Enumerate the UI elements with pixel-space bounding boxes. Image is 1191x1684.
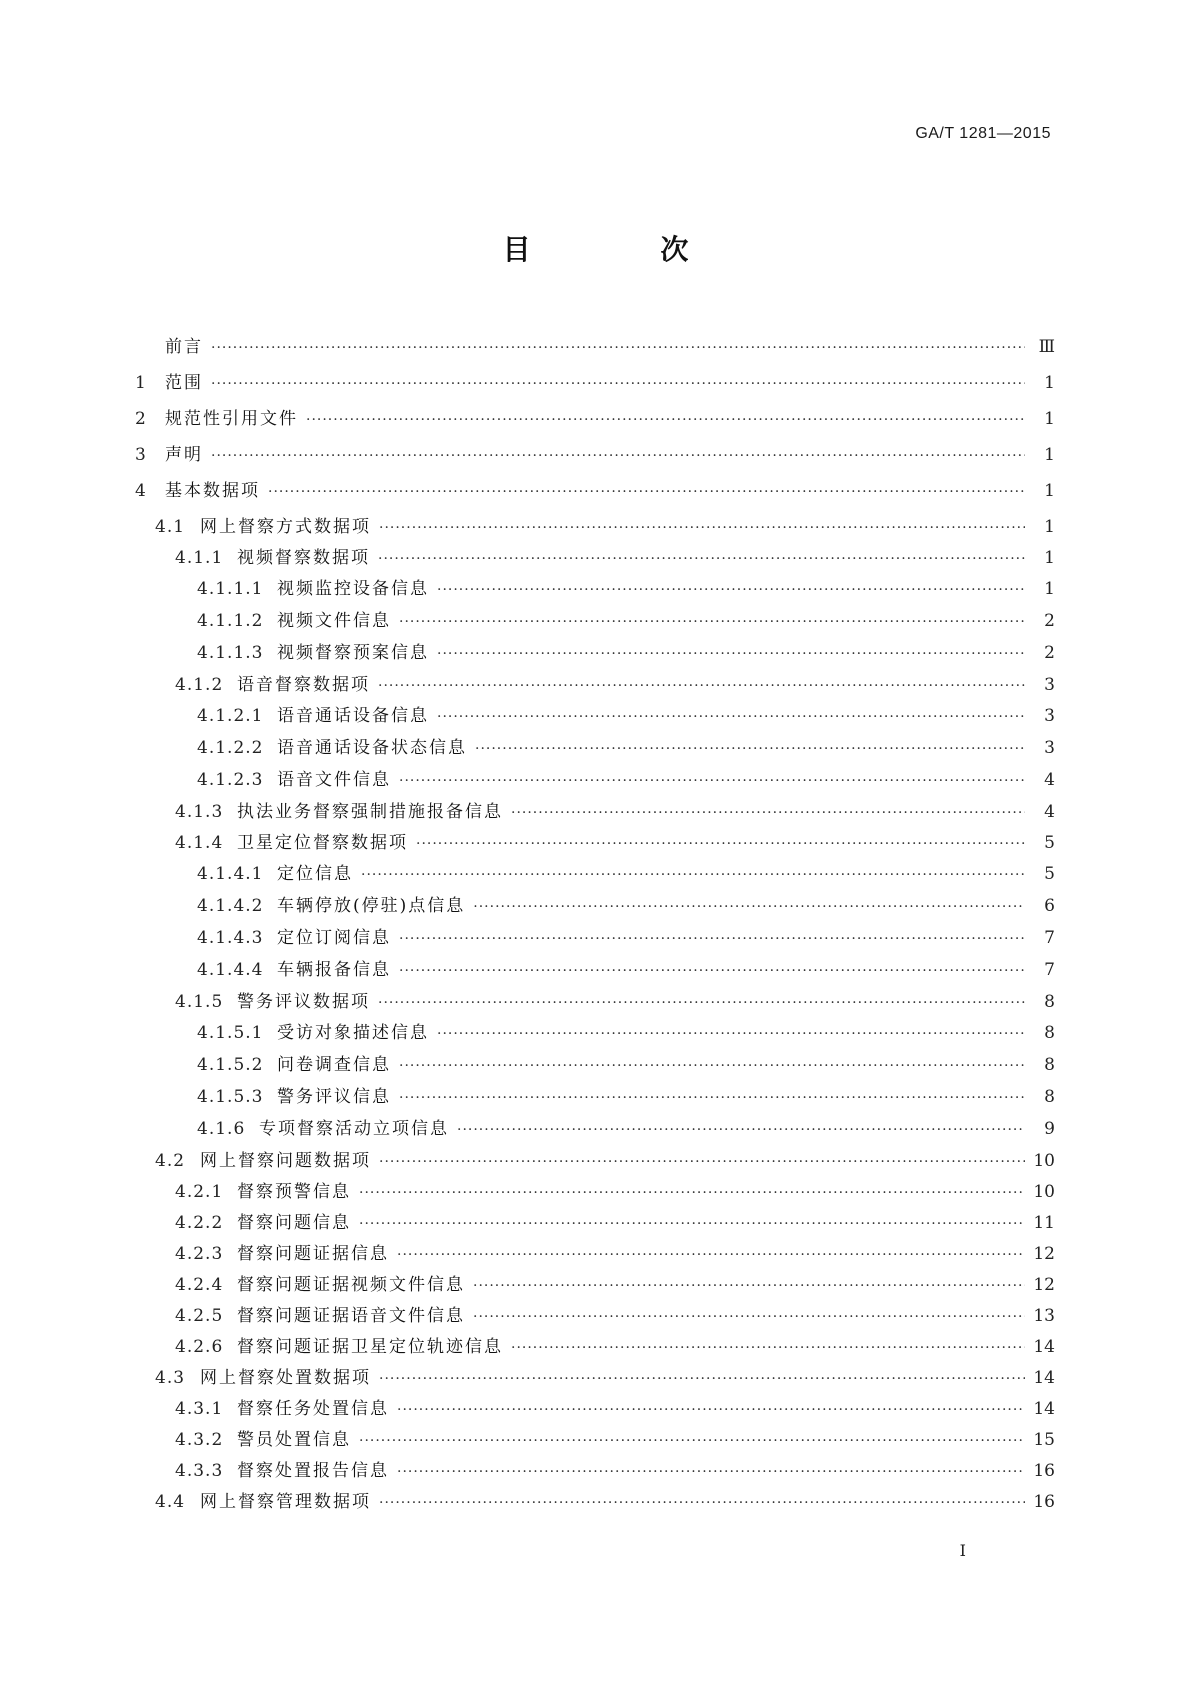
toc-dot-leader (473, 1309, 1025, 1325)
toc-entry[interactable] (135, 670, 1055, 701)
toc-dot-leader (475, 741, 1025, 757)
toc-entry[interactable] (135, 543, 1055, 574)
toc-entry-page: 1 (1044, 517, 1055, 537)
toc-dot-leader (416, 836, 1025, 852)
toc-entry-title: 督察预警信息 (237, 1182, 351, 1202)
toc-entry-page: 6 (1044, 896, 1055, 916)
toc-dot-leader (379, 520, 1025, 536)
toc-entry-title: 受访对象描述信息 (277, 1023, 429, 1043)
toc-entry-number: 4.1.4 (175, 833, 224, 853)
toc-entry-title: 规范性引用文件 (165, 409, 298, 429)
toc-dot-leader (437, 646, 1025, 662)
toc-entry[interactable] (135, 1239, 1055, 1270)
toc-entry-number: 4.4 (155, 1492, 186, 1512)
toc-entry[interactable] (135, 1082, 1055, 1114)
toc-entry-page: 1 (1044, 445, 1055, 465)
toc-entry-number: 4.1.5.3 (197, 1087, 264, 1107)
toc-entry-title: 警务评议信息 (277, 1087, 391, 1107)
toc-entry[interactable] (135, 797, 1055, 828)
toc-entry-title: 声明 (165, 445, 203, 465)
toc-dot-leader (473, 1278, 1025, 1294)
toc-dot-leader (361, 867, 1025, 883)
toc-dot-leader (359, 1216, 1025, 1232)
toc-entry-number: 4.1.2.1 (197, 706, 264, 726)
toc-entry-number: 4.2.5 (175, 1306, 224, 1326)
toc-entry-page: 10 (1033, 1151, 1055, 1171)
toc-entry-title: 前言 (165, 337, 203, 357)
toc-entry-page: 9 (1044, 1119, 1055, 1139)
toc-entry[interactable] (135, 1394, 1055, 1425)
toc-entry-page: 5 (1044, 864, 1055, 884)
toc-entry-number: 2 (135, 409, 147, 429)
toc-entry-title: 执法业务督察强制措施报备信息 (237, 802, 503, 822)
toc-dot-leader (473, 899, 1025, 915)
toc-entry-page: 2 (1044, 611, 1055, 631)
toc-entry-page: 12 (1033, 1275, 1055, 1295)
toc-dot-leader (378, 678, 1025, 694)
toc-entry-page: 14 (1033, 1399, 1055, 1419)
toc-entry-page: 7 (1044, 960, 1055, 980)
toc-dot-leader (437, 1026, 1025, 1042)
toc-entry[interactable] (135, 404, 1055, 440)
toc-dot-leader (399, 963, 1025, 979)
toc-entry[interactable] (135, 1177, 1055, 1208)
toc-dot-leader (379, 1154, 1025, 1170)
toc-entry-number: 4.1.5.2 (197, 1055, 264, 1075)
toc-entry-title: 范围 (165, 373, 203, 393)
toc-entry-number: 4.1.4.1 (197, 864, 264, 884)
toc-entry-page: 12 (1033, 1244, 1055, 1264)
toc-dot-leader (397, 1247, 1025, 1263)
toc-dot-leader (359, 1185, 1025, 1201)
toc-entry[interactable] (135, 512, 1055, 543)
toc-entry-title: 督察问题信息 (237, 1213, 351, 1233)
toc-entry-page: 16 (1033, 1461, 1055, 1481)
standard-code: GA/T 1281—2015 (915, 125, 1051, 142)
toc-entry[interactable] (135, 606, 1055, 638)
toc-entry-page: 1 (1044, 373, 1055, 393)
toc-entry-number: 4.1.2.3 (197, 770, 264, 790)
toc-entry-page: 4 (1044, 802, 1055, 822)
toc-entry-page: 3 (1044, 738, 1055, 758)
toc-entry[interactable] (135, 1270, 1055, 1301)
toc-entry-number: 4.1.1.2 (197, 611, 264, 631)
toc-dot-leader (399, 931, 1025, 947)
toc-entry[interactable] (135, 1208, 1055, 1239)
page-number: I (959, 1541, 966, 1560)
toc-dot-leader (397, 1402, 1025, 1418)
toc-entry-title: 网上督察管理数据项 (200, 1492, 371, 1512)
toc-dot-leader (211, 340, 1025, 356)
toc-entry-number: 4.3 (155, 1368, 186, 1388)
toc-entry-title: 网上督察处置数据项 (200, 1368, 371, 1388)
toc-dot-leader (211, 448, 1025, 464)
toc-entry-page: 15 (1033, 1430, 1055, 1450)
toc-entry-title: 定位信息 (277, 864, 353, 884)
toc-entry-page: 7 (1044, 928, 1055, 948)
toc-entry[interactable] (135, 1018, 1055, 1050)
toc-entry[interactable] (135, 923, 1055, 955)
toc-entry-number: 4.3.1 (175, 1399, 224, 1419)
toc-entry[interactable] (135, 828, 1055, 859)
toc-entry-title: 网上督察问题数据项 (200, 1151, 371, 1171)
toc-entry[interactable] (135, 765, 1055, 797)
toc-entry-number: 4.1 (155, 517, 186, 537)
toc-entry-page: 5 (1044, 833, 1055, 853)
table-of-contents (135, 332, 1055, 1518)
toc-entry-number: 4.2.4 (175, 1275, 224, 1295)
toc-entry-page: 8 (1044, 1087, 1055, 1107)
toc-entry-number: 4.2.3 (175, 1244, 224, 1264)
toc-entry[interactable] (135, 1332, 1055, 1363)
toc-dot-leader (399, 773, 1025, 789)
toc-entry[interactable] (135, 701, 1055, 733)
toc-entry-title: 警员处置信息 (237, 1430, 351, 1450)
toc-entry-title: 语音通话设备状态信息 (277, 738, 467, 758)
toc-entry-number: 4.1.6 (197, 1119, 246, 1139)
toc-entry-title: 定位订阅信息 (277, 928, 391, 948)
toc-entry-title: 视频文件信息 (277, 611, 391, 631)
toc-dot-leader (399, 614, 1025, 630)
toc-entry-number: 4.1.3 (175, 802, 224, 822)
toc-entry-number: 1 (135, 373, 147, 393)
toc-entry-page: 14 (1033, 1337, 1055, 1357)
toc-entry-number: 4.1.2 (175, 675, 224, 695)
toc-entry-title: 督察问题证据语音文件信息 (237, 1306, 465, 1326)
toc-dot-leader (511, 805, 1025, 821)
toc-dot-leader (378, 995, 1025, 1011)
toc-entry-title: 督察处置报告信息 (237, 1461, 389, 1481)
toc-entry[interactable] (135, 368, 1055, 404)
toc-title: 目 次 (502, 233, 749, 266)
toc-entry-page: 3 (1044, 706, 1055, 726)
toc-entry-title: 督察问题证据视频文件信息 (237, 1275, 465, 1295)
toc-entry[interactable] (135, 440, 1055, 476)
toc-entry-number: 4.3.2 (175, 1430, 224, 1450)
toc-entry-page: 14 (1033, 1368, 1055, 1388)
toc-entry-title: 专项督察活动立项信息 (259, 1119, 449, 1139)
toc-entry-number: 4.1.5.1 (197, 1023, 264, 1043)
toc-entry-number: 4.1.4.4 (197, 960, 264, 980)
toc-entry-title: 语音文件信息 (277, 770, 391, 790)
toc-entry-number: 4.1.1 (175, 548, 224, 568)
toc-entry-title: 督察问题证据卫星定位轨迹信息 (237, 1337, 503, 1357)
toc-entry[interactable] (135, 859, 1055, 891)
toc-entry[interactable] (135, 332, 1055, 368)
toc-entry[interactable] (135, 987, 1055, 1018)
toc-dot-leader (437, 582, 1025, 598)
toc-entry-title: 督察问题证据信息 (237, 1244, 389, 1264)
toc-entry-page: 8 (1044, 1023, 1055, 1043)
toc-entry-title: 基本数据项 (165, 481, 260, 501)
toc-entry-number: 4.1.4.3 (197, 928, 264, 948)
toc-entry-page: 1 (1044, 409, 1055, 429)
toc-entry-number: 4.2.1 (175, 1182, 224, 1202)
toc-dot-leader (437, 709, 1025, 725)
toc-entry-title: 语音通话设备信息 (277, 706, 429, 726)
toc-entry[interactable] (135, 574, 1055, 606)
toc-dot-leader (399, 1090, 1025, 1106)
toc-dot-leader (268, 484, 1025, 500)
toc-entry[interactable] (135, 638, 1055, 670)
toc-entry-title: 视频督察数据项 (237, 548, 370, 568)
toc-entry-number: 4.2.6 (175, 1337, 224, 1357)
toc-dot-leader (511, 1340, 1025, 1356)
toc-entry-title: 警务评议数据项 (237, 992, 370, 1012)
toc-entry[interactable] (135, 1301, 1055, 1332)
toc-entry[interactable] (135, 1114, 1055, 1146)
toc-entry[interactable] (135, 476, 1055, 512)
toc-entry-title: 问卷调查信息 (277, 1055, 391, 1075)
toc-entry-page: 11 (1033, 1213, 1055, 1233)
toc-entry-title: 督察任务处置信息 (237, 1399, 389, 1419)
toc-entry-number: 3 (135, 445, 147, 465)
toc-entry-number: 4.1.1.3 (197, 643, 264, 663)
toc-entry-title: 视频监控设备信息 (277, 579, 429, 599)
toc-dot-leader (379, 1495, 1025, 1511)
toc-dot-leader (359, 1433, 1025, 1449)
toc-entry-page: 16 (1033, 1492, 1055, 1512)
toc-entry-number: 4.3.3 (175, 1461, 224, 1481)
toc-entry-number: 4.2.2 (175, 1213, 224, 1233)
toc-dot-leader (211, 376, 1025, 392)
toc-entry[interactable] (135, 955, 1055, 987)
toc-entry[interactable] (135, 1487, 1055, 1518)
toc-dot-leader (306, 412, 1025, 428)
toc-entry[interactable] (135, 1425, 1055, 1456)
toc-entry-title: 车辆停放(停驻)点信息 (277, 896, 466, 916)
toc-entry-title: 车辆报备信息 (277, 960, 391, 980)
toc-dot-leader (399, 1058, 1025, 1074)
toc-entry-page: 13 (1033, 1306, 1055, 1326)
toc-entry-title: 视频督察预案信息 (277, 643, 429, 663)
toc-entry-number: 4 (135, 481, 147, 501)
toc-dot-leader (397, 1464, 1025, 1480)
toc-entry-number: 4.1.2.2 (197, 738, 264, 758)
toc-entry[interactable] (135, 891, 1055, 923)
toc-dot-leader (457, 1122, 1025, 1138)
toc-entry-page: 1 (1044, 481, 1055, 501)
toc-entry-title: 卫星定位督察数据项 (237, 833, 408, 853)
toc-entry-number: 4.2 (155, 1151, 186, 1171)
toc-entry-title: 网上督察方式数据项 (200, 517, 371, 537)
toc-dot-leader (378, 551, 1025, 567)
toc-entry-page: 8 (1044, 1055, 1055, 1075)
toc-entry-number: 4.1.1.1 (197, 579, 264, 599)
toc-entry-page: 10 (1033, 1182, 1055, 1202)
toc-entry-page: Ⅲ (1038, 337, 1055, 357)
toc-entry[interactable] (135, 1456, 1055, 1487)
toc-entry-page: 8 (1044, 992, 1055, 1012)
toc-entry-page: 3 (1044, 675, 1055, 695)
toc-entry-number: 4.1.4.2 (197, 896, 264, 916)
toc-entry-page: 1 (1044, 548, 1055, 568)
toc-entry[interactable] (135, 733, 1055, 765)
toc-entry-title: 语音督察数据项 (237, 675, 370, 695)
toc-entry[interactable] (135, 1146, 1055, 1177)
toc-entry[interactable] (135, 1363, 1055, 1394)
toc-entry[interactable] (135, 1050, 1055, 1082)
toc-entry-page: 1 (1044, 579, 1055, 599)
toc-dot-leader (379, 1371, 1025, 1387)
toc-entry-page: 2 (1044, 643, 1055, 663)
toc-entry-number: 4.1.5 (175, 992, 224, 1012)
toc-entry-page: 4 (1044, 770, 1055, 790)
